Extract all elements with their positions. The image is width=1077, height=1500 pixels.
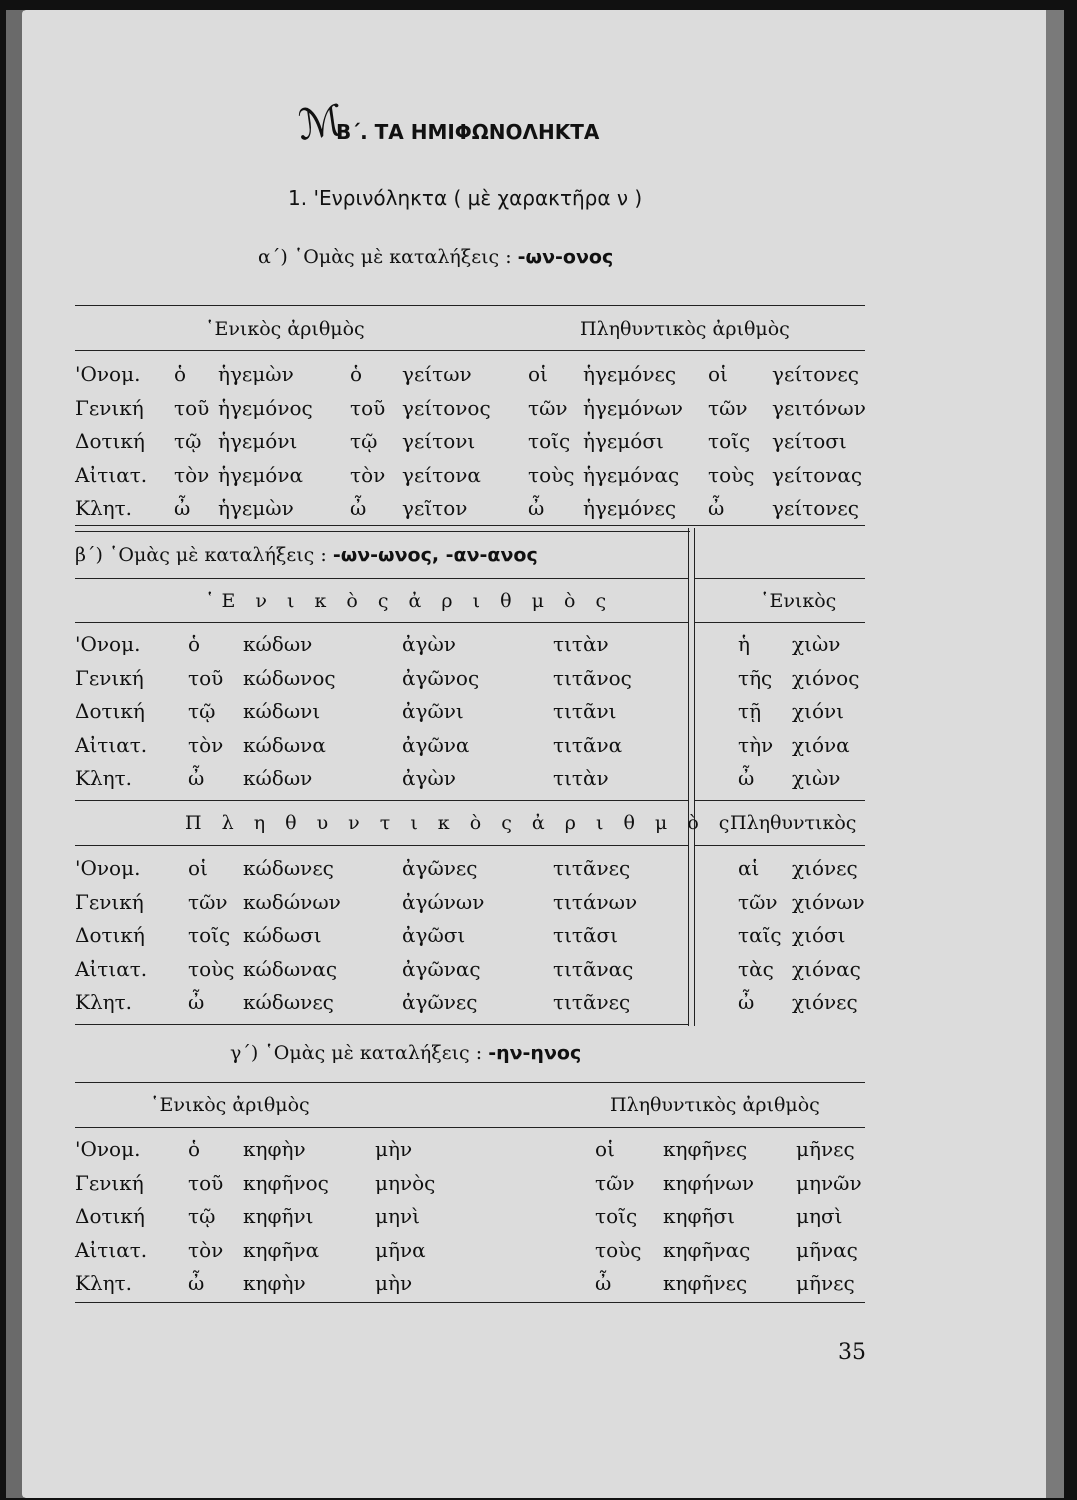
- article: τῶν: [188, 889, 228, 914]
- section-c-heading: [230, 1042, 581, 1064]
- case-label: Δοτική: [75, 1204, 145, 1228]
- case-label: Αἰτιατ.: [75, 1237, 148, 1262]
- word-form: ἀγὼν: [402, 632, 456, 656]
- word-form: τιτὰν: [553, 766, 609, 790]
- word-form: τιτᾶνα: [553, 732, 623, 757]
- word-form: τιτᾶνες: [553, 990, 631, 1014]
- article: ὦ: [350, 496, 367, 520]
- case-label: Δοτική: [75, 429, 145, 453]
- word-form: κώδωνα: [243, 732, 326, 757]
- rule: [75, 1082, 865, 1083]
- article: τὸν: [174, 462, 210, 487]
- word-form: γείτονι: [402, 429, 476, 453]
- section-a-plural-header: Πληθυντικὸς ἀριθμὸς: [580, 318, 790, 340]
- case-label: Γενική: [75, 395, 144, 420]
- article: τοῦ: [350, 395, 386, 420]
- article: ὁ: [188, 1137, 201, 1161]
- section-b-plural-header: Π λ η θ υ ν τ ι κ ὸ ς ἀ ρ ι θ μ ὸ ς: [185, 812, 737, 834]
- page-right-edge: [1046, 10, 1064, 1498]
- word-form: γείτονες: [772, 496, 859, 520]
- word-form: μηνὶ: [375, 1204, 420, 1228]
- word-form: χιόσι: [792, 923, 846, 947]
- article: τοὺς: [708, 462, 755, 487]
- case-label: 'Ονομ.: [75, 856, 141, 880]
- rule: [695, 622, 865, 623]
- word-form: τιτᾶνι: [553, 699, 617, 723]
- section-a-ending: -ων-ονος: [517, 246, 614, 268]
- word-form: τιτᾶσι: [553, 923, 618, 947]
- article: οἱ: [528, 362, 548, 386]
- word-form: κώδωσι: [243, 923, 322, 947]
- word-form: γείτονα: [402, 462, 481, 487]
- article: ἡ: [738, 632, 750, 656]
- article: ὦ: [738, 990, 755, 1014]
- word-form: ἀγῶνος: [402, 665, 480, 690]
- article: τοῖς: [595, 1204, 638, 1228]
- case-label: Αἰτιατ.: [75, 462, 148, 487]
- word-form: γειτόνων: [772, 395, 866, 420]
- case-label: Κλητ.: [75, 990, 133, 1014]
- word-form: χιόνος: [792, 665, 860, 690]
- word-form: τιτᾶνας: [553, 956, 634, 981]
- article: τὸν: [188, 1237, 224, 1262]
- rule: [75, 1302, 865, 1303]
- word-form: ἀγῶνες: [402, 990, 478, 1014]
- word-form: κώδωνες: [243, 990, 334, 1014]
- section-b-side-singular-header: ῾Ενικὸς: [760, 590, 837, 612]
- section-b-singular-header: ῾Ε ν ι κ ὸ ς ἀ ρ ι θ μ ὸ ς: [205, 590, 614, 612]
- word-form: κηφῆνι: [243, 1204, 314, 1228]
- word-form: χιὼν: [792, 766, 841, 790]
- case-label: Κλητ.: [75, 766, 133, 790]
- word-form: ἡγεμόνας: [583, 462, 680, 487]
- divider-line: [688, 528, 689, 1026]
- word-form: γείτονας: [772, 462, 863, 487]
- word-form: κηφὴν: [243, 1271, 306, 1295]
- article: τοῖς: [708, 429, 751, 453]
- word-form: μησὶ: [796, 1204, 843, 1228]
- section-b-label: β΄) ῾Ομὰς μὲ καταλήξεις :: [75, 544, 327, 566]
- article: ὁ: [350, 362, 363, 386]
- section-a-label: α΄) ῾Ομὰς μὲ καταλήξεις :: [258, 246, 512, 268]
- case-label: Δοτική: [75, 923, 145, 947]
- word-form: τιτὰν: [553, 632, 609, 656]
- rule: [695, 578, 865, 579]
- article: οἱ: [708, 362, 728, 386]
- word-form: γείτων: [402, 362, 472, 386]
- word-form: γείτοσι: [772, 429, 847, 453]
- word-form: γείτονος: [402, 395, 491, 420]
- article: τῶν: [595, 1170, 635, 1195]
- article: τῶν: [528, 395, 568, 420]
- word-form: ἀγῶνες: [402, 856, 478, 880]
- article: τοῦ: [188, 665, 224, 690]
- case-label: Γενική: [75, 665, 144, 690]
- rule: [75, 531, 690, 532]
- article: οἱ: [595, 1137, 615, 1161]
- article: ταῖς: [738, 923, 782, 947]
- rule: [75, 578, 688, 579]
- article: τὸν: [350, 462, 386, 487]
- article: τῶν: [708, 395, 748, 420]
- word-form: κηφῆνα: [243, 1237, 320, 1262]
- rule: [695, 800, 865, 801]
- article: τὸν: [188, 732, 224, 757]
- section-a-singular-header: ῾Ενικὸς ἀριθμὸς: [205, 318, 365, 340]
- article: τῷ: [174, 429, 202, 453]
- article: ὦ: [174, 496, 191, 520]
- article: ὦ: [188, 990, 205, 1014]
- article: τοὺς: [528, 462, 575, 487]
- word-form: μὴν: [375, 1137, 413, 1161]
- rule: [75, 305, 865, 306]
- word-form: χιόνα: [792, 732, 850, 757]
- rule: [75, 525, 865, 526]
- article: τῇ: [738, 699, 762, 723]
- divider-line: [694, 528, 695, 1026]
- case-label: Γενική: [75, 1170, 144, 1195]
- word-form: μῆνες: [796, 1271, 855, 1295]
- word-form: χιόνες: [792, 990, 858, 1014]
- word-form: ἡγεμόνος: [218, 395, 313, 420]
- word-form: μηνὸς: [375, 1170, 436, 1195]
- article: τοῖς: [188, 923, 231, 947]
- article: τῆς: [738, 665, 773, 690]
- section-b-heading: [75, 544, 538, 566]
- rule: [75, 350, 865, 351]
- word-form: κώδωνι: [243, 699, 321, 723]
- case-label: 'Ονομ.: [75, 632, 141, 656]
- word-form: κώδωνες: [243, 856, 334, 880]
- rule: [695, 845, 865, 846]
- word-form: κηφῆνες: [663, 1137, 748, 1161]
- word-form: κηφῆνας: [663, 1237, 751, 1262]
- article: οἱ: [188, 856, 208, 880]
- word-form: γείτονες: [772, 362, 859, 386]
- word-form: κηφὴν: [243, 1137, 306, 1161]
- word-form: μὴν: [375, 1271, 413, 1295]
- word-form: χιόνες: [792, 856, 858, 880]
- case-label: Αἰτιατ.: [75, 732, 148, 757]
- section-c-ending: -ην-ηνος: [488, 1042, 582, 1064]
- word-form: τιτᾶνες: [553, 856, 631, 880]
- rule: [75, 845, 688, 846]
- article: ὦ: [738, 766, 755, 790]
- word-form: κώδωνας: [243, 956, 338, 981]
- case-label: Αἰτιατ.: [75, 956, 148, 981]
- article: αἱ: [738, 856, 760, 880]
- word-form: ἡγεμὼν: [218, 496, 294, 520]
- word-form: μῆνα: [375, 1237, 426, 1262]
- word-form: ἡγεμὼν: [218, 362, 294, 386]
- word-form: κώδωνος: [243, 665, 336, 690]
- word-form: ἡγεμόνων: [583, 395, 683, 420]
- article: ὦ: [595, 1271, 612, 1295]
- word-form: ἀγὼν: [402, 766, 456, 790]
- word-form: ἀγῶνας: [402, 956, 481, 981]
- word-form: μῆνας: [796, 1237, 858, 1262]
- word-form: κηφῆνες: [663, 1271, 748, 1295]
- section-subtitle: 1. 'Ενρινόληκτα ( μὲ χαρακτῆρα ν ): [288, 186, 643, 210]
- rule: [75, 1024, 688, 1025]
- article: τῷ: [188, 1204, 216, 1228]
- word-form: ἀγώνων: [402, 889, 485, 914]
- section-b-side-plural-header: Πληθυντικὸς: [730, 812, 857, 834]
- word-form: ἡγεμόνι: [218, 429, 298, 453]
- word-form: κώδων: [243, 766, 313, 790]
- case-label: 'Ονομ.: [75, 362, 141, 386]
- word-form: μῆνες: [796, 1137, 855, 1161]
- word-form: μηνῶν: [796, 1170, 862, 1195]
- word-form: κωδώνων: [243, 889, 341, 914]
- word-form: ἡγεμόσι: [583, 429, 664, 453]
- article: ὦ: [188, 766, 205, 790]
- section-a-heading: [258, 246, 613, 268]
- article: τὰς: [738, 956, 774, 981]
- word-form: ἡγεμόνες: [583, 496, 677, 520]
- article: τοὺς: [595, 1237, 642, 1262]
- article: τοῖς: [528, 429, 571, 453]
- word-form: κηφήνων: [663, 1170, 755, 1195]
- book-page: [22, 10, 1062, 1498]
- word-form: ἀγῶνα: [402, 732, 470, 757]
- word-form: χιὼν: [792, 632, 841, 656]
- rule: [75, 1127, 865, 1128]
- section-b-ending: -ων-ωνος, -αν-ανος: [332, 544, 538, 566]
- article: τῷ: [188, 699, 216, 723]
- article: τῶν: [738, 889, 778, 914]
- case-label: Κλητ.: [75, 496, 133, 520]
- page-title: Β΄. ΤΑ ΗΜΙΦΩΝΟΛΗΚΤΑ: [336, 120, 600, 144]
- article: ὦ: [528, 496, 545, 520]
- article: τοῦ: [174, 395, 210, 420]
- article: ὦ: [188, 1271, 205, 1295]
- word-form: χιόνας: [792, 956, 861, 981]
- rule: [75, 800, 688, 801]
- article: τοὺς: [188, 956, 235, 981]
- word-form: ἡγεμόνα: [218, 462, 303, 487]
- word-form: χιόνων: [792, 889, 865, 914]
- word-form: κηφῆσι: [663, 1204, 735, 1228]
- section-c-singular-header: ῾Ενικὸς ἀριθμὸς: [150, 1094, 310, 1116]
- case-label: Γενική: [75, 889, 144, 914]
- word-form: ἀγῶσι: [402, 923, 466, 947]
- word-form: ἡγεμόνες: [583, 362, 677, 386]
- word-form: χιόνι: [792, 699, 845, 723]
- case-label: Κλητ.: [75, 1271, 133, 1295]
- rule: [75, 622, 688, 623]
- case-label: Δοτική: [75, 699, 145, 723]
- section-c-label: γ΄) ῾Ομὰς μὲ καταλήξεις :: [230, 1042, 483, 1064]
- case-label: 'Ονομ.: [75, 1137, 141, 1161]
- article: τὴν: [738, 732, 774, 757]
- word-form: κηφῆνος: [243, 1170, 329, 1195]
- article: ὁ: [188, 632, 201, 656]
- article: ὁ: [174, 362, 187, 386]
- article: ὦ: [708, 496, 725, 520]
- word-form: κώδων: [243, 632, 313, 656]
- section-c-plural-header: Πληθυντικὸς ἀριθμὸς: [610, 1094, 820, 1116]
- word-form: τιτᾶνος: [553, 665, 632, 690]
- word-form: τιτάνων: [553, 889, 638, 914]
- article: τῷ: [350, 429, 378, 453]
- word-form: ἀγῶνι: [402, 699, 464, 723]
- page-number: 35: [838, 1340, 866, 1365]
- handwritten-mark: ℳ: [294, 95, 347, 150]
- article: τοῦ: [188, 1170, 224, 1195]
- word-form: γεῖτον: [402, 496, 468, 520]
